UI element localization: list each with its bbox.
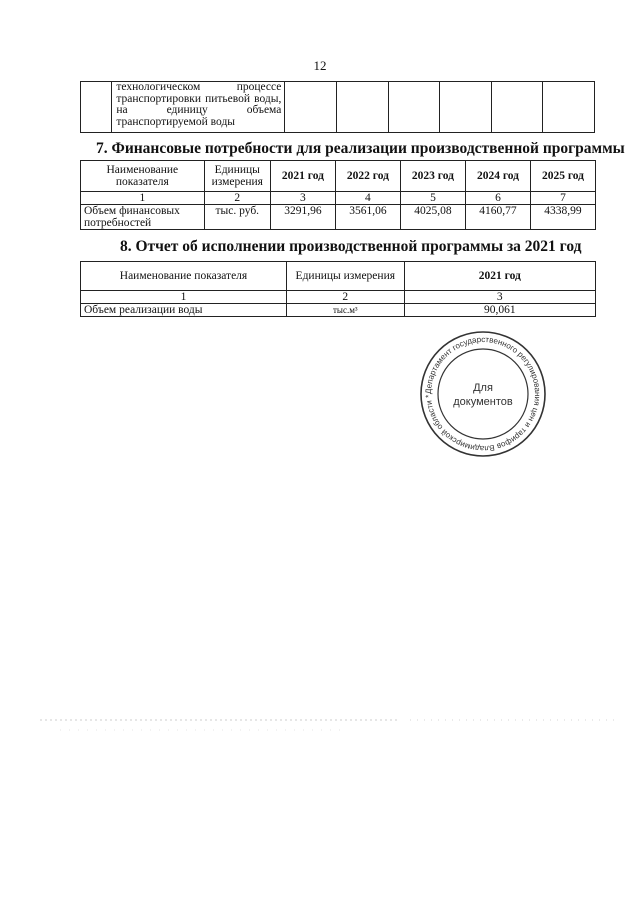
table-row <box>81 291 596 304</box>
column-header-year: 2023 год <box>400 161 465 192</box>
value-cell: 4160,77 <box>465 205 530 230</box>
stamp-inner-ring <box>438 349 528 439</box>
stamp-center-line: Для <box>473 382 493 394</box>
column-header-year: 2024 год <box>465 161 530 192</box>
column-header-year: 2021 год <box>404 262 595 291</box>
description-line: технологическом процессе <box>116 81 282 93</box>
indicator-name: Объем финансовых потребностей <box>81 205 205 230</box>
table-header-row <box>81 262 596 291</box>
description-line: на единицу объема <box>116 104 282 116</box>
indicator-name: Объем реализации воды <box>81 304 287 317</box>
column-header-unit: Единицы измерения <box>286 262 404 291</box>
table-cell <box>388 82 440 133</box>
official-stamp <box>418 329 548 459</box>
indicator-description-cell <box>112 82 285 133</box>
column-number: 1 <box>81 192 205 205</box>
table-row <box>81 304 596 317</box>
column-number: 2 <box>286 291 404 304</box>
column-header-year: 2022 год <box>335 161 400 192</box>
column-header-year: 2021 год <box>270 161 335 192</box>
table-header-row <box>81 161 596 192</box>
column-header-year: 2025 год <box>530 161 595 192</box>
financial-needs-table <box>80 160 596 230</box>
description-line: транспортируемой воды <box>116 115 236 128</box>
table-row <box>81 205 596 230</box>
column-number: 5 <box>400 192 465 205</box>
value-cell: 3561,06 <box>335 205 400 230</box>
column-header-name: Наименование показателя <box>81 161 205 192</box>
column-number: 2 <box>204 192 270 205</box>
description-line: транспортировки питьевой воды, <box>116 92 282 105</box>
column-number: 6 <box>465 192 530 205</box>
table-row <box>81 192 596 205</box>
table-cell <box>440 82 492 133</box>
section-7-title: 7. Финансовые потребности для реализации производственной программы <box>96 140 625 157</box>
table-row <box>81 82 595 133</box>
page-number: 12 <box>313 58 327 73</box>
unit-cell: тыс.м³ <box>286 304 404 317</box>
scan-artifacts <box>40 712 620 742</box>
table-cell <box>285 82 337 133</box>
column-number: 1 <box>81 291 287 304</box>
unit-cell: тыс. руб. <box>204 205 270 230</box>
column-number: 4 <box>335 192 400 205</box>
column-number: 3 <box>404 291 595 304</box>
column-number: 7 <box>530 192 595 205</box>
stamp-outer-ring <box>421 332 545 456</box>
column-number: 3 <box>270 192 335 205</box>
continuation-table <box>80 81 595 133</box>
value-cell: 3291,96 <box>270 205 335 230</box>
table-cell <box>81 82 112 133</box>
section-8-title: 8. Отчет об исполнении производственной программы за 2021 год <box>120 238 582 255</box>
program-report-table <box>80 261 596 317</box>
value-cell: 90,061 <box>404 304 595 317</box>
table-cell <box>491 82 543 133</box>
stamp-ring-text: Департамент государственного регулирования цен и тарифов Владимирской области * <box>423 334 543 454</box>
table-cell <box>336 82 388 133</box>
value-cell: 4025,08 <box>400 205 465 230</box>
value-cell: 4338,99 <box>530 205 595 230</box>
table-cell <box>543 82 595 133</box>
column-header-unit: Единицы измерения <box>204 161 270 192</box>
column-header-name: Наименование показателя <box>81 262 287 291</box>
stamp-center-line: документов <box>453 396 513 408</box>
